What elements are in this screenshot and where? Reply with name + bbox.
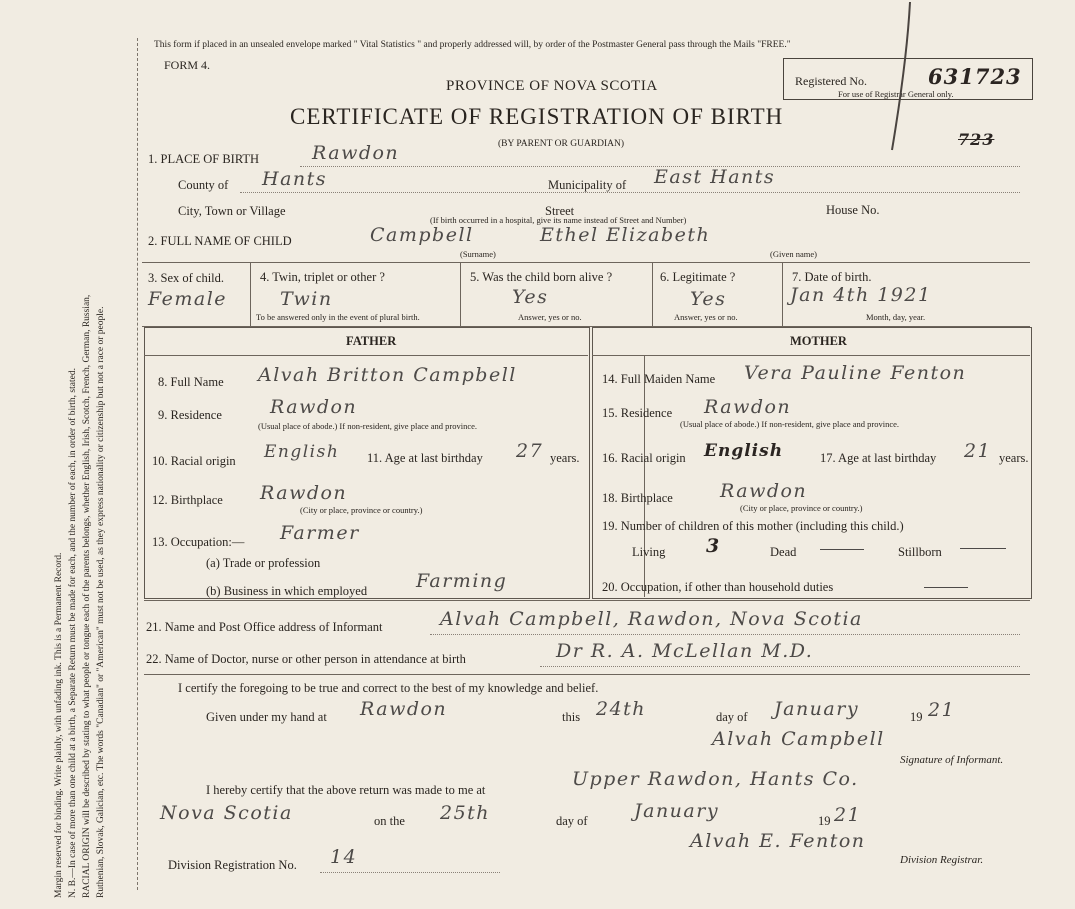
mother-name-label: 14. Full Maiden Name [602,372,716,386]
doctor-value: Dr R. A. McLellan M.D. [556,640,814,662]
father-residence-note: (Usual place of abode.) If non-resident, give place and province. [258,421,478,431]
informant-label: 21. Name and Post Office address of Informant [146,620,383,634]
legitimate-label: 6. Legitimate ? [660,270,736,284]
child-name-label: 2. FULL NAME OF CHILD [148,234,292,248]
registrar-place-value: Upper Rawdon, Hants Co. [572,768,859,790]
father-age-value: 27 [516,440,544,462]
on-the-value: 25th [440,802,491,824]
division-registration-value: 14 [330,846,358,868]
father-racial-label: 10. Racial origin [152,454,236,468]
municipality-label: Municipality of [548,178,627,192]
legitimate-note: Answer, yes or no. [674,312,738,322]
mother-occupation-dash [924,587,968,588]
form-number: FORM 4. [164,58,211,72]
this-day-value: 24th [596,698,647,720]
alive-label: 5. Was the child born alive ? [470,270,613,284]
given-under-label: Given under my hand at [206,710,327,724]
registrar-year-value: 21 [834,804,862,826]
registered-number: 631723 [928,64,1022,89]
mother-occupation-label: 20. Occupation, if other than household duties [602,580,834,594]
margin-note-2: N. B.—In case of more than one child at a birth, a Separate Return must be made for each, and the number of each, in order of birth, stated. [68,368,78,898]
stillborn-label: Stillborn [898,545,942,559]
father-residence-label: 9. Residence [158,408,222,422]
struck-number: 723 [958,130,995,149]
living-value: 3 [706,535,721,557]
county-value: Hants [262,168,328,190]
father-occupation-label: 13. Occupation:— [152,535,245,549]
given-place-value: Rawdon [360,698,448,720]
registrar-note: For use of Registrar General only. [838,89,954,99]
division-registration-label: Division Registration No. [168,858,297,872]
pencil-stroke [880,0,920,160]
father-residence-value: Rawdon [270,396,358,418]
twin-value: Twin [280,288,333,310]
dead-dash [820,549,864,550]
informant-value: Alvah Campbell, Rawdon, Nova Scotia [440,608,863,630]
father-business-value: Farming [416,570,508,592]
child-given-value: Ethel Elizabeth [540,224,711,246]
mother-name-value: Vera Pauline Fenton [744,362,967,384]
county-label: County of [178,178,229,192]
margin-divider [137,38,138,890]
sex-value: Female [148,288,228,310]
place-of-birth-label: 1. PLACE OF BIRTH [148,152,260,166]
registered-label: Registered No. [795,74,867,88]
mother-residence-value: Rawdon [704,396,792,418]
on-the-label: on the [374,814,405,828]
doctor-label: 22. Name of Doctor, nurse or other person in attendance at birth [146,652,466,666]
margin-note-4: Ruthenian, Slovak, Galician, etc. The words "Canadian" or "American" must not be used, as they express nationality or citizenship but not a race or people. [96,306,106,898]
registrar-day-of-label: day of [556,814,588,828]
day-of-label: day of [716,710,748,724]
father-trade-label: (a) Trade or profession [206,556,321,570]
mother-racial-value: English [704,441,784,461]
registrar-year-prefix: 19 [818,814,831,828]
living-label: Living [632,545,666,559]
father-years-label: years. [550,451,580,465]
city-label: City, Town or Village [178,204,286,218]
year-value: 21 [928,699,956,721]
twin-note: To be answered only in the event of plural birth. [256,312,420,322]
mother-years-label: years. [999,451,1029,465]
registrar-text: I hereby certify that the above return was made to me at [206,783,486,797]
year-prefix: 19 [910,710,923,724]
registrar-month-value: January [634,800,720,822]
date-of-birth-label: 7. Date of birth. [792,270,872,284]
informant-signature: Alvah Campbell [712,728,885,750]
surname-note: (Surname) [460,249,496,259]
mother-racial-label: 16. Racial origin [602,451,686,465]
registrar-signature-label: Division Registrar. [900,854,984,866]
father-age-label: 11. Age at last birthday [367,451,483,465]
father-heading: FATHER [346,334,397,348]
date-of-birth-note: Month, day, year. [866,312,926,322]
father-birthplace-note: (City or place, province or country.) [300,505,423,515]
place-of-birth-value: Rawdon [312,142,400,164]
sex-label: 3. Sex of child. [148,271,225,285]
mother-residence-label: 15. Residence [602,406,673,420]
legitimate-value: Yes [690,288,727,310]
margin-note-3: RACIAL ORIGIN will be described by stating to what people or tongue each of the parents belongs, whether English, Irish, Scotch, French, German, Russian, [82,294,92,898]
mother-birthplace-note: (City or place, province or country.) [740,503,863,513]
father-racial-value: English [264,442,340,462]
hospital-note: (If birth occurred in a hospital, give its name instead of Street and Number) [430,215,687,225]
mother-age-label: 17. Age at last birthday [820,451,937,465]
father-birthplace-value: Rawdon [260,482,348,504]
registrar-place-value-2: Nova Scotia [160,802,293,824]
stillborn-dash [960,548,1006,549]
mailing-note: This form if placed in an unsealed envelope marked " Vital Statistics " and properly addressed will, by order of the Postmaster General pass through the Mails "FREE." [154,40,791,50]
father-name-label: 8. Full Name [158,375,224,389]
father-occupation-value: Farmer [280,522,360,544]
certificate-subtitle: (BY PARENT OR GUARDIAN) [498,139,625,149]
date-of-birth-value: Jan 4th 1921 [790,284,932,306]
house-label: House No. [826,203,880,217]
father-business-label: (b) Business in which employed [206,584,368,598]
certify-text: I certify the foregoing to be true and correct to the best of my knowledge and belief. [178,681,599,695]
province-heading: PROVINCE OF NOVA SCOTIA [446,78,658,94]
child-surname-value: Campbell [370,224,474,246]
street-label: Street [545,204,575,218]
given-note: (Given name) [770,249,817,259]
mother-age-value: 21 [964,440,992,462]
mother-heading: MOTHER [790,334,847,348]
alive-note: Answer, yes or no. [518,312,582,322]
twin-label: 4. Twin, triplet or other ? [260,270,385,284]
margin-instructions [52,38,108,898]
certificate-title: CERTIFICATE OF REGISTRATION OF BIRTH [290,104,784,129]
dead-label: Dead [770,545,797,559]
municipality-value: East Hants [654,166,776,188]
alive-value: Yes [512,286,549,308]
mother-birthplace-value: Rawdon [720,480,808,502]
month-value: January [774,698,860,720]
mother-children-label: 19. Number of children of this mother (including this child.) [602,519,904,533]
father-birthplace-label: 12. Birthplace [152,493,223,507]
informant-signature-label: Signature of Informant. [900,754,1004,766]
mother-residence-note: (Usual place of abode.) If non-resident, give place and province. [680,419,900,429]
father-name-value: Alvah Britton Campbell [258,364,517,386]
registrar-signature: Alvah E. Fenton [690,830,866,852]
margin-note-1: Margin reserved for binding. Write plainly, with unfading ink. This is a Permanent Record. [54,552,64,898]
this-label: this [562,710,581,724]
mother-birthplace-label: 18. Birthplace [602,491,673,505]
